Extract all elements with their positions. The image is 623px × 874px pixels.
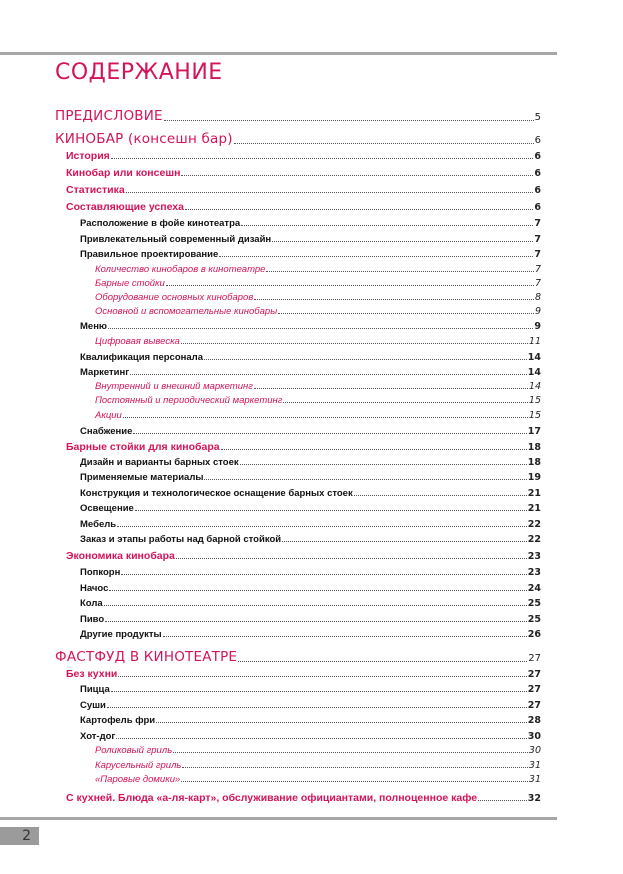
toc-entry[interactable] <box>80 367 541 378</box>
dot-leader <box>163 636 527 637</box>
toc-entry-page: 27 <box>527 669 541 680</box>
toc-entry-page: 6 <box>534 185 541 196</box>
dot-leader <box>118 676 526 677</box>
toc-entry[interactable] <box>80 352 541 363</box>
toc-entry-label: Экономика кинобара <box>66 550 175 562</box>
page-title: СОДЕРЖАНИЕ <box>55 60 223 85</box>
toc-entry-label: Роликовый гриль <box>95 745 173 756</box>
toc-entry-page: 25 <box>527 614 541 625</box>
toc-entry[interactable] <box>66 668 541 680</box>
toc-entry[interactable] <box>66 184 541 196</box>
toc-entry-label: Заказ и этапы работы над барной стойкой <box>80 534 282 545</box>
toc-entry-label: Конструкция и технологическое оснащение барных стоек <box>80 488 353 499</box>
toc-entry-page: 15 <box>528 410 541 421</box>
dot-leader <box>278 313 534 314</box>
toc-entry-label: История <box>66 150 110 162</box>
dot-leader <box>164 120 534 121</box>
toc-entry-label: Хот-дог <box>80 731 116 742</box>
dot-leader <box>354 495 527 496</box>
toc-entry[interactable] <box>80 684 541 695</box>
dot-leader <box>266 271 534 272</box>
toc-entry[interactable] <box>80 598 541 609</box>
toc-entry-page: 19 <box>527 472 541 483</box>
toc-entry-page: 7 <box>534 218 541 229</box>
dot-leader <box>182 767 527 768</box>
toc-entry[interactable] <box>80 519 541 530</box>
dot-leader <box>282 541 527 542</box>
toc-entry-label: Снабжение <box>80 426 133 437</box>
toc-entry-label: Начос <box>80 583 109 594</box>
dot-leader <box>254 388 528 389</box>
toc-entry[interactable] <box>55 131 541 147</box>
dot-leader <box>221 449 527 450</box>
dot-leader <box>254 299 534 300</box>
toc-entry-page: 27 <box>527 684 541 695</box>
bottom-rule <box>0 817 557 820</box>
dot-leader <box>272 241 533 242</box>
toc-entry-page: 31 <box>528 774 541 785</box>
toc-entry[interactable] <box>80 321 541 332</box>
dot-leader <box>156 722 527 723</box>
toc-entry[interactable] <box>80 567 541 578</box>
dot-leader <box>166 285 534 286</box>
dot-leader <box>108 328 533 329</box>
toc-entry-page: 21 <box>527 503 541 514</box>
toc-entry[interactable] <box>80 249 541 260</box>
toc-entry-page: 23 <box>527 551 541 562</box>
dot-leader <box>238 661 527 662</box>
toc-entry[interactable] <box>95 278 541 289</box>
toc-entry-page: 32 <box>527 793 541 804</box>
dot-leader <box>130 374 527 375</box>
toc-entry[interactable] <box>95 264 541 275</box>
toc-entry-label: Расположение в фойе кинотеатра <box>80 218 241 229</box>
toc-entry[interactable] <box>95 292 541 303</box>
toc-entry[interactable] <box>95 381 541 392</box>
dot-leader <box>121 574 526 575</box>
toc-entry-label: Освещение <box>80 503 134 514</box>
toc-entry-page: 21 <box>527 488 541 499</box>
toc-entry[interactable] <box>66 550 541 562</box>
toc-entry-label: Суши <box>80 700 106 711</box>
toc-entry-label: ФАСТФУД В КИНОТЕАТРЕ <box>55 649 238 665</box>
toc-entry-page: 6 <box>534 151 541 162</box>
dot-leader <box>204 479 526 480</box>
toc-entry-label: Картофель фри <box>80 715 156 726</box>
toc-entry-page: 14 <box>528 381 541 392</box>
toc-entry-page: 15 <box>528 395 541 406</box>
dot-leader <box>283 402 527 403</box>
toc-entry-page: 11 <box>528 336 541 347</box>
toc-entry-label: Квалификация персонала <box>80 352 203 363</box>
toc-entry-page: 26 <box>527 629 541 640</box>
toc-entry[interactable] <box>80 503 541 514</box>
dot-leader <box>133 433 526 434</box>
toc-entry[interactable] <box>80 534 541 545</box>
toc-entry-label: Барные стойки для кинобара <box>66 441 220 453</box>
toc-entry-page: 7 <box>534 278 541 289</box>
dot-leader <box>241 225 533 226</box>
dot-leader <box>181 343 528 344</box>
toc-entry[interactable] <box>80 218 541 229</box>
dot-leader <box>135 510 527 511</box>
toc-entry-label: Маркетинг <box>80 367 130 378</box>
toc-entry[interactable] <box>80 426 541 437</box>
dot-leader <box>117 526 527 527</box>
dot-leader <box>109 590 526 591</box>
toc-entry[interactable] <box>66 167 541 179</box>
toc-entry[interactable] <box>80 629 541 640</box>
toc-entry-page: 17 <box>527 426 541 437</box>
toc-entry-page: 6 <box>534 202 541 213</box>
toc-entry[interactable] <box>80 715 541 726</box>
dot-leader <box>219 256 533 257</box>
toc-entry-label: Основной и вспомогательные кинобары <box>95 306 278 317</box>
toc-entry[interactable] <box>66 150 541 162</box>
toc-entry[interactable] <box>95 336 541 347</box>
dot-leader <box>104 605 527 606</box>
toc-entry-label: Внутренний и внешний маркетинг <box>95 381 253 392</box>
page-number: 2 <box>0 827 39 845</box>
dot-leader <box>105 621 527 622</box>
toc-entry-label: Постоянный и периодический маркетинг <box>95 395 283 406</box>
toc-entry-label: Пицца <box>80 684 110 695</box>
dot-leader <box>204 359 527 360</box>
dot-leader <box>181 175 533 176</box>
toc-entry-label: «Паровые домики» <box>95 774 181 785</box>
toc-entry-page: 9 <box>534 306 541 317</box>
toc-entry[interactable] <box>80 700 541 711</box>
toc-entry-label: Цифровая вывеска <box>95 336 180 347</box>
toc-entry-page: 7 <box>534 234 541 245</box>
toc-entry[interactable] <box>55 649 541 665</box>
toc-entry-page: 22 <box>527 534 541 545</box>
toc-entry-page: 25 <box>527 598 541 609</box>
toc-entry-page: 24 <box>527 583 541 594</box>
toc-entry-label: Попкорн <box>80 567 121 578</box>
toc-entry-page: 18 <box>527 457 541 468</box>
toc-entry-page: 7 <box>534 249 541 260</box>
toc-entry-label: КИНОБАР (консешн бар) <box>55 131 233 147</box>
toc-entry-page: 14 <box>527 352 541 363</box>
toc-entry-label: Дизайн и варианты барных стоек <box>80 457 239 468</box>
toc-entry-page: 30 <box>528 745 541 756</box>
toc-entry-page: 31 <box>528 760 541 771</box>
toc-entry-label: Акции <box>95 410 122 421</box>
toc-entry-page: 18 <box>527 442 541 453</box>
toc-entry[interactable] <box>55 108 541 124</box>
toc-entry-page: 27 <box>527 700 541 711</box>
dot-leader <box>185 209 533 210</box>
toc-entry[interactable] <box>95 306 541 317</box>
toc-entry-label: С кухней. Блюда «а-ля-карт», обслуживание официантами, полноценное кафе <box>66 792 478 804</box>
toc-entry-label: Составляющие успеха <box>66 201 184 213</box>
toc-entry[interactable] <box>80 472 541 483</box>
toc-entry[interactable] <box>80 234 541 245</box>
dot-leader <box>126 192 534 193</box>
toc-entry[interactable] <box>95 760 541 771</box>
toc-entry-label: Количество кинобаров в кинотеатре <box>95 264 266 275</box>
toc-entry[interactable] <box>95 395 541 406</box>
toc-entry-label: Карусельный гриль <box>95 760 182 771</box>
toc-entry-page: 27 <box>528 653 541 664</box>
toc-entry-page: 9 <box>534 321 541 332</box>
toc-entry-page: 6 <box>534 135 541 146</box>
dot-leader <box>107 707 527 708</box>
toc-entry-label: Барные стойки <box>95 278 165 289</box>
toc-entry-label: Другие продукты <box>80 629 162 640</box>
toc-entry-page: 6 <box>534 168 541 179</box>
toc-entry-label: ПРЕДИСЛОВИЕ <box>55 108 163 124</box>
toc-entry[interactable] <box>80 731 541 742</box>
toc-entry[interactable] <box>80 488 541 499</box>
dot-leader <box>173 752 528 753</box>
toc-entry[interactable] <box>80 614 541 625</box>
toc-entry-label: Кинобар или консешн <box>66 167 181 179</box>
toc-entry-label: Статистика <box>66 184 125 196</box>
dot-leader <box>176 558 527 559</box>
toc-entry[interactable] <box>95 745 541 756</box>
toc-entry-label: Оборудование основных кинобаров <box>95 292 254 303</box>
toc-entry[interactable] <box>66 441 541 453</box>
dot-leader <box>181 781 528 782</box>
toc-entry[interactable] <box>80 457 541 468</box>
toc-entry-page: 14 <box>527 367 541 378</box>
toc-entry[interactable] <box>95 410 541 421</box>
toc-entry[interactable] <box>80 583 541 594</box>
dot-leader <box>240 464 527 465</box>
toc-entry-page: 28 <box>527 715 541 726</box>
toc-entry-label: Меню <box>80 321 108 332</box>
toc-entry-label: Применяемые материалы <box>80 472 204 483</box>
toc-entry-page: 23 <box>527 567 541 578</box>
dot-leader <box>116 738 526 739</box>
toc-entry-page: 5 <box>534 112 541 123</box>
dot-leader <box>234 143 534 144</box>
toc-entry-label: Мебель <box>80 519 117 530</box>
toc-entry-page: 8 <box>534 292 541 303</box>
dot-leader <box>111 691 527 692</box>
toc-entry[interactable] <box>95 774 541 785</box>
toc-entry-label: Правильное проектирование <box>80 249 219 260</box>
toc-entry-label: Без кухни <box>66 668 118 680</box>
toc-entry-page: 7 <box>534 264 541 275</box>
toc-entry[interactable] <box>66 201 541 213</box>
toc-entry-page: 22 <box>527 519 541 530</box>
toc-entry-label: Кола <box>80 598 103 609</box>
toc-entry[interactable] <box>66 792 541 804</box>
toc-entry-label: Пиво <box>80 614 105 625</box>
dot-leader <box>111 158 534 159</box>
toc-entry-page: 30 <box>527 731 541 742</box>
toc-entry-label: Привлекательный современный дизайн <box>80 234 272 245</box>
dot-leader <box>123 417 528 418</box>
dot-leader <box>478 800 527 801</box>
